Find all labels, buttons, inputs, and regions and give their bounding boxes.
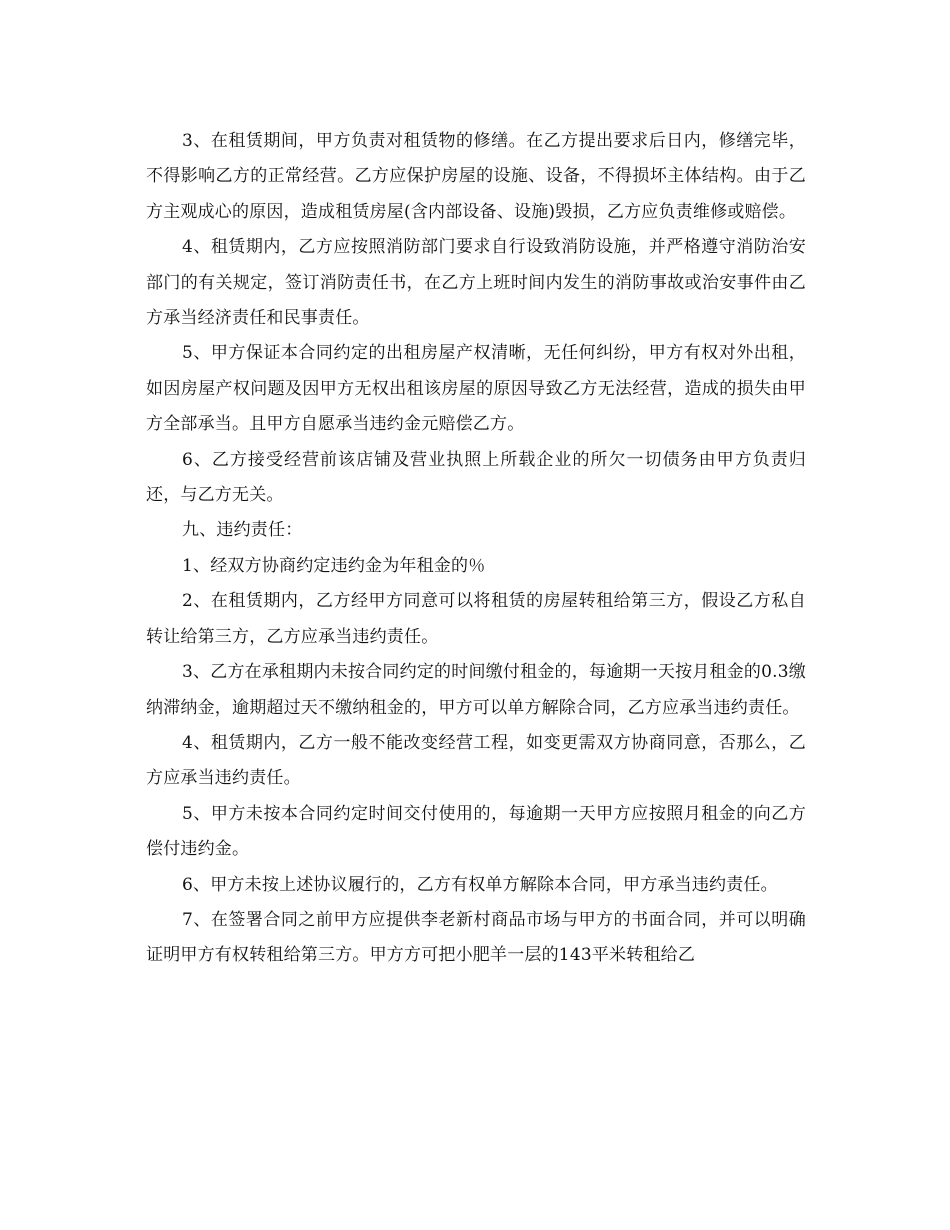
clause-6-debts: 6、乙方接受经营前该店铺及营业执照上所载企业的所欠一切债务由甲方负责归还，与乙方无关。: [146, 449, 806, 506]
breach-item-7: 7、在签署合同之前甲方应提供李老新村商品市场与甲方的书面合同，并可以明确证明甲方有权转租给第三方。甲方方可把小肥羊一层的143平米转租给乙: [146, 909, 806, 966]
clause-4-fire-safety: 4、租赁期内，乙方应按照消防部门要求自行设致消防设施，并严格遵守消防治安部门的有关规定，签订消防责任书，在乙方上班时间内发生的消防事故或治安事件由乙方承当经济责任和民事责任。: [146, 237, 806, 329]
breach-item-1: 1、经双方协商约定违约金为年租金的％: [182, 555, 486, 576]
breach-item-5: 5、甲方未按本合同约定时间交付使用的，每逾期一天甲方应按照月租金的向乙方偿付违约金。: [146, 803, 806, 860]
breach-item-3: 3、乙方在承租期内未按合同约定的时间缴付租金的，每逾期一天按月租金的0.3缴纳滞纳金，逾期超过天不缴纳租金的，甲方可以单方解除合同，乙方应承当违约责任。: [146, 662, 806, 718]
section-heading-breach: 九、违约责任：: [182, 520, 303, 541]
breach-item-6: 6、甲方未按上述协议履行的，乙方有权单方解除本合同，甲方承当违约责任。: [182, 874, 778, 895]
clause-3-repair: 3、在租赁期间，甲方负责对租赁物的修缮。在乙方提出要求后日内，修缮完毕，不得影响乙方的正常经营。乙方应保护房屋的设施、设备，不得损坏主体结构。由于乙方主观成心的原因，造成租赁房屋(含内部设备、设施)毁损，乙方应负责维修或赔偿。: [146, 131, 806, 222]
clause-5-property-rights: 5、甲方保证本合同约定的出租房屋产权清晰，无任何纠纷，甲方有权对外出租，如因房屋产权问题及因甲方无权出租该房屋的原因导致乙方无法经营，造成的损失由甲方全部承当。且甲方自愿承当违约金元赔偿乙方。: [146, 343, 806, 435]
document-body: [146, 124, 806, 974]
breach-item-4: 4、租赁期内，乙方一般不能改变经营工程，如变更需双方协商同意，否那么，乙方应承当违约责任。: [146, 732, 806, 789]
breach-item-2: 2、在租赁期内，乙方经甲方同意可以将租赁的房屋转租给第三方，假设乙方私自转让给第三方，乙方应承当违约责任。: [146, 591, 806, 647]
